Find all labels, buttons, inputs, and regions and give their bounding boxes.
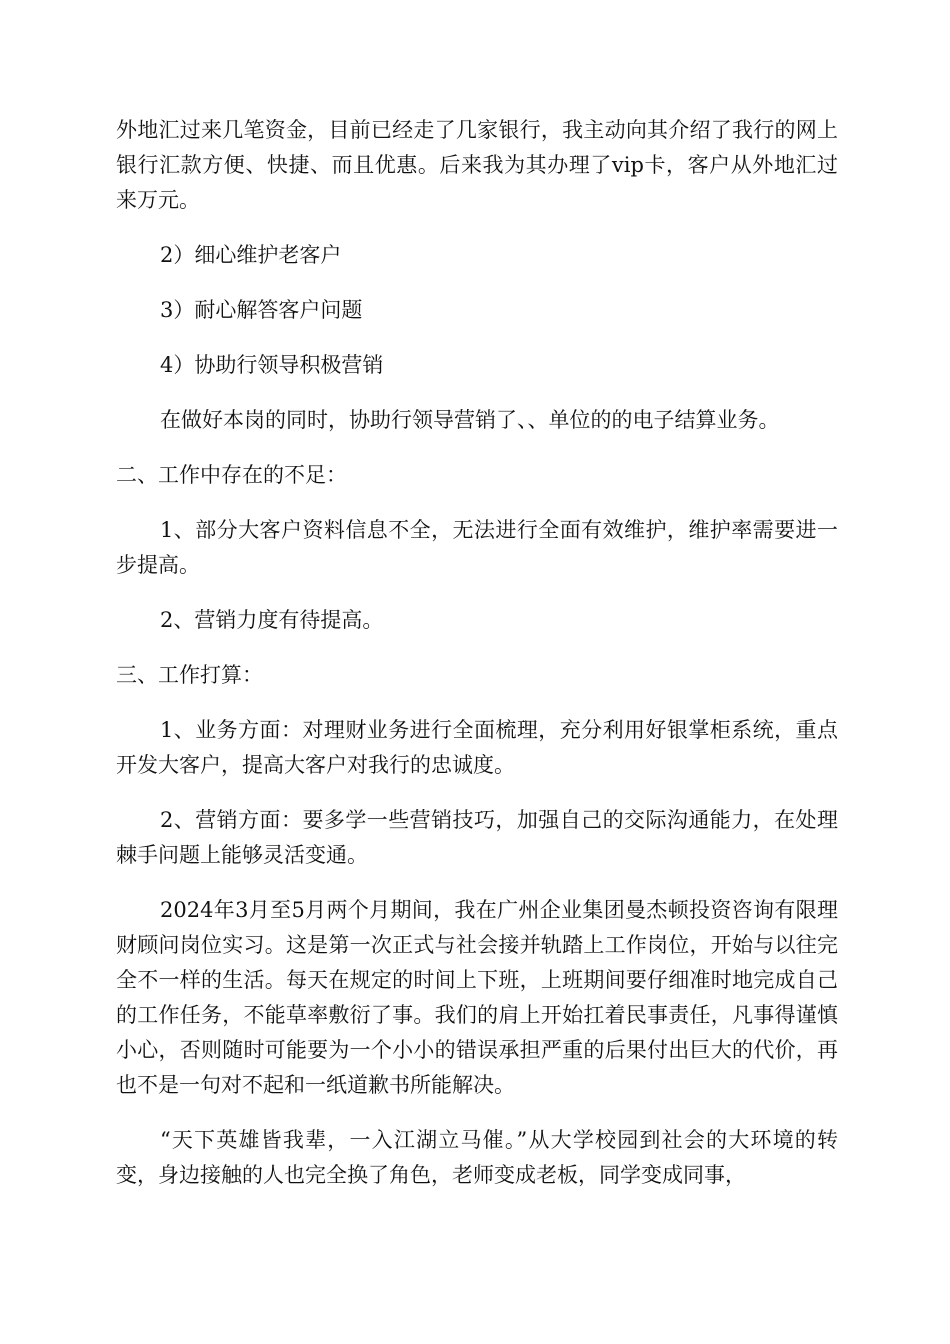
list-item-assist-marketing: 4）协助行领导积极营销 [160, 353, 384, 377]
section-heading-shortcomings: 二、工作中存在的不足： [116, 463, 347, 487]
paragraph-electronic-settlement: 在做好本岗的同时，协助行领导营销了、、单位的的电子结算业务。 [160, 408, 780, 432]
paragraph-plan-business: 1、业务方面：对理财业务进行全面梳理，充分利用好银掌柜系统，重点开发大客户，提高大客户对我行的忠诚度。 [116, 718, 838, 777]
paragraph-shortcoming-1: 1、部分大客户资料信息不全，无法进行全面有效维护，维护率需要进一步提高。 [116, 518, 838, 577]
list-item-answer-questions: 3）耐心解答客户问题 [160, 298, 363, 322]
list-item-maintain-old-customers: 2）细心维护老客户 [160, 243, 342, 267]
paragraph-continued-remittance: 外地汇过来几笔资金，目前已经走了几家银行，我主动向其介绍了我行的网上银行汇款方便、快捷、而且优惠。后来我为其办理了vip卡，客户从外地汇过来万元。 [116, 118, 838, 212]
paragraph-quote: “天下英雄皆我辈，一入江湖立马催。”从大学校园到社会的大环境的转变，身边接触的人也完全换了角色，老师变成老板，同学变成同事， [116, 1128, 838, 1187]
paragraph-shortcoming-2: 2、营销力度有待提高。 [160, 608, 384, 632]
section-heading-plans: 三、工作打算： [116, 663, 263, 687]
paragraph-internship: 2024年3月至5月两个月期间，我在广州企业集团曼杰顿投资咨询有限理财顾问岗位实习。这是第一次正式与社会接并轨踏上工作岗位，开始与以往完全不一样的生活。每天在规定的时间上下班，上班期间要仔细准时地完成自己的工作任务，不能草率敷衍了事。我们的肩上开始扛着民事责任，凡事得谨慎小心，否则随时可能要为一个小小的错误承担严重的后果付出巨大的代价，再也不是一句对不起和一纸道歉书所能解决。 [116, 898, 838, 1097]
paragraph-plan-marketing: 2、营销方面：要多学一些营销技巧，加强自己的交际沟通能力，在处理棘手问题上能够灵活变通。 [116, 808, 838, 867]
